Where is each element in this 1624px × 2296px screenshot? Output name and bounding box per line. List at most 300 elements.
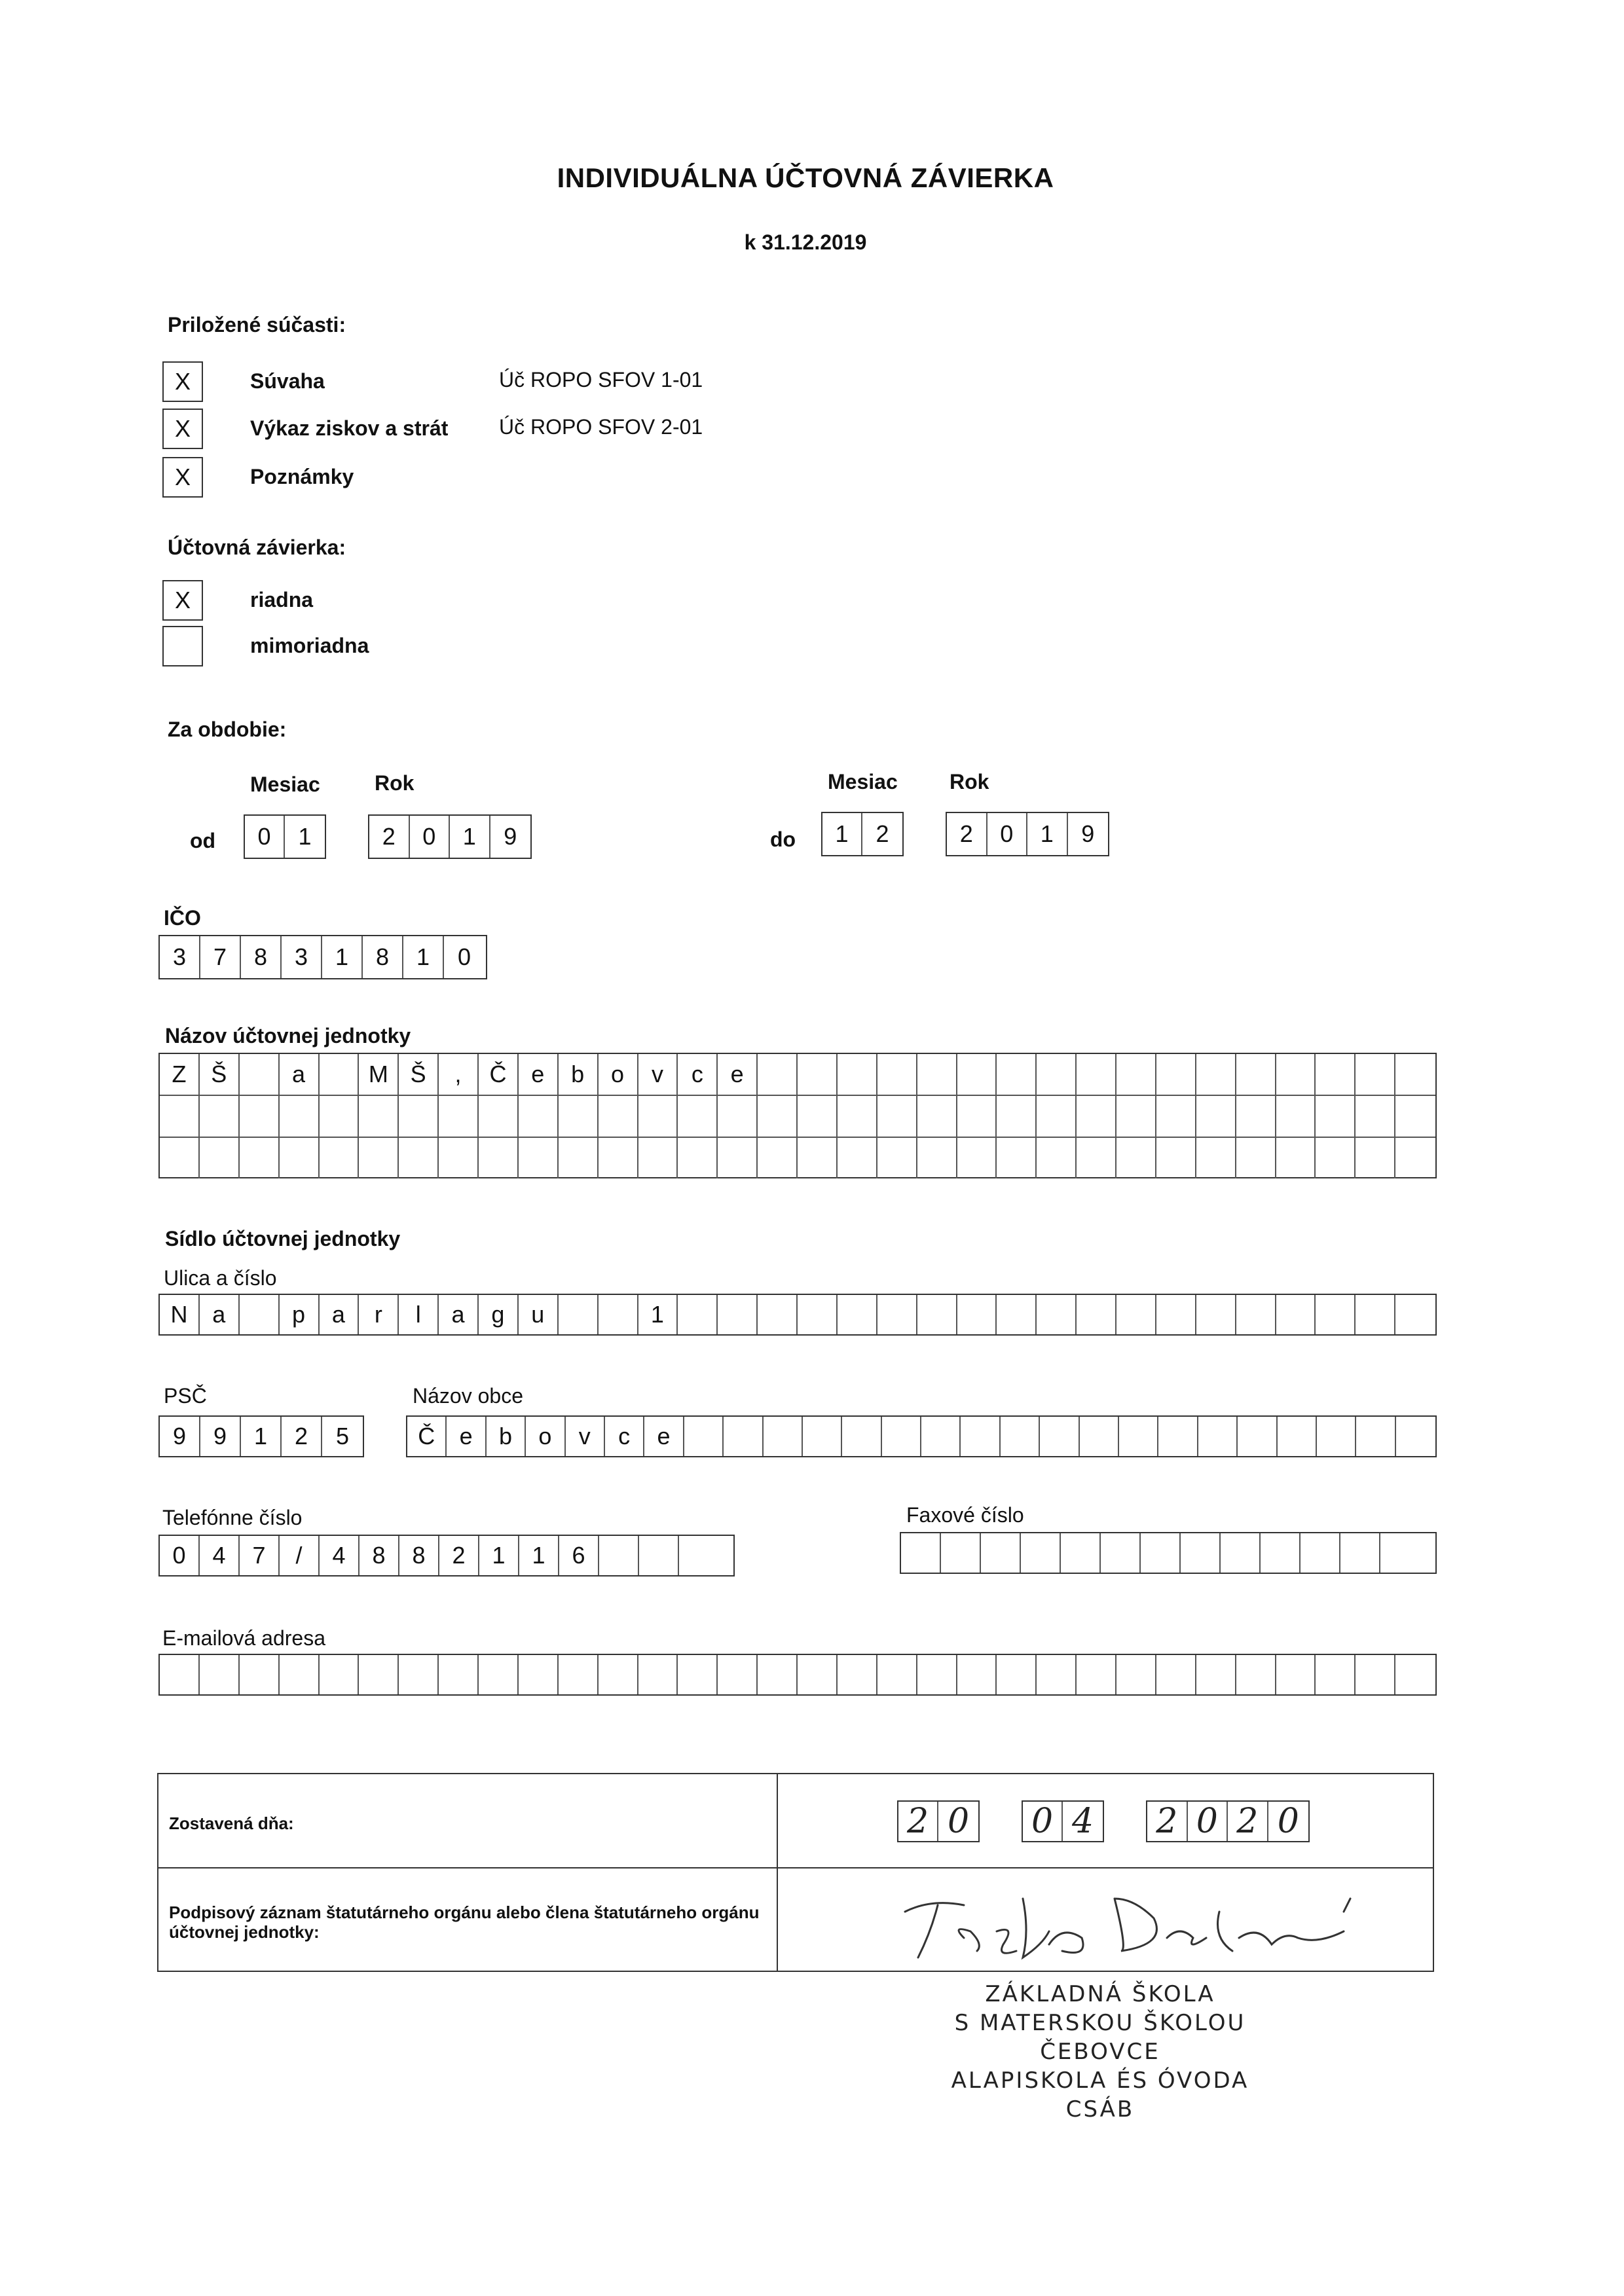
grid-cell [1196, 1096, 1236, 1137]
grid-cell [961, 1417, 1000, 1456]
grid-cell [1276, 1096, 1316, 1137]
grid-cell [1276, 1655, 1316, 1694]
period-label: Za obdobie: [168, 718, 287, 741]
grid-cell: u [519, 1295, 559, 1334]
grid-cell: 9 [504, 823, 517, 850]
checkbox-poznamky[interactable]: X [162, 457, 203, 498]
grid-cell [1316, 1096, 1356, 1137]
grid-cell [599, 1138, 638, 1178]
grid-cell [359, 1096, 399, 1137]
grid-cell [599, 1295, 638, 1334]
grid-cell [678, 1295, 718, 1334]
grid-cell: 2 [282, 1417, 322, 1456]
checkbox-mimoriadna[interactable] [162, 626, 203, 666]
grid-cell [1196, 1655, 1236, 1694]
grid-cell [1238, 1417, 1277, 1456]
grid-cell [1380, 1533, 1420, 1573]
grid-cell [1356, 1295, 1395, 1334]
grid-cell [838, 1655, 877, 1694]
phone-label: Telefónne číslo [162, 1506, 303, 1529]
grid-cell [439, 1655, 479, 1694]
grid-cell: 1 [638, 1295, 678, 1334]
stamp-line: S MATERSKOU ŠKOLOU [954, 2010, 1246, 2036]
to-year-label: Rok [950, 770, 989, 793]
grid-cell [1156, 1054, 1196, 1095]
stamp-line: ALAPISKOLA ÉS ÓVODA [951, 2068, 1249, 2094]
grid-cell [639, 1536, 679, 1575]
grid-cell [1040, 1417, 1079, 1456]
unit-name-row-2 [160, 1096, 1435, 1138]
grid-cell [320, 1655, 360, 1694]
grid-cell [1116, 1054, 1156, 1095]
phone-grid[interactable] [158, 1535, 735, 1576]
grid-cell: 0 [457, 943, 471, 970]
grid-cell: r [359, 1295, 399, 1334]
signature-scribble [892, 1872, 1376, 1971]
ico-label: IČO [164, 906, 201, 930]
grid-cell [1395, 1096, 1435, 1137]
unit-name-row-3 [160, 1138, 1435, 1178]
grid-cell [997, 1138, 1037, 1178]
to-year-grid[interactable] [946, 812, 1109, 856]
grid-cell [1158, 1417, 1198, 1456]
grid-cell: 5 [335, 1423, 350, 1449]
grid-cell [1236, 1295, 1276, 1334]
grid-cell [877, 1295, 917, 1334]
grid-cell: / [280, 1536, 320, 1575]
grid-cell [901, 1533, 941, 1573]
grid-cell [764, 1417, 803, 1456]
grid-cell [519, 1655, 559, 1694]
grid-cell: 6 [559, 1536, 599, 1575]
grid-cell: 1 [1027, 813, 1068, 855]
attachments-label: Priložené súčasti: [168, 313, 346, 337]
closing-type-label: Účtovná závierka: [168, 536, 346, 559]
grid-cell: 2 [898, 1802, 938, 1841]
grid-cell [280, 1655, 320, 1694]
town-grid[interactable] [406, 1415, 1437, 1457]
grid-cell [1236, 1138, 1276, 1178]
grid-cell [1077, 1295, 1116, 1334]
grid-cell: 1 [450, 816, 490, 858]
grid-cell [1116, 1295, 1156, 1334]
checkbox-riadna[interactable]: X [162, 580, 203, 621]
grid-cell: p [280, 1295, 320, 1334]
grid-cell [1077, 1138, 1116, 1178]
grid-cell [1316, 1138, 1356, 1178]
grid-cell [559, 1655, 599, 1694]
grid-cell [957, 1655, 997, 1694]
grid-cell [1037, 1138, 1077, 1178]
compiled-month-grid[interactable] [1022, 1800, 1104, 1842]
grid-cell [941, 1533, 981, 1573]
grid-cell: Z [160, 1054, 200, 1095]
stamp-line: CSÁB [1065, 2096, 1135, 2123]
street-grid[interactable] [158, 1294, 1437, 1336]
grid-cell [1356, 1096, 1395, 1137]
stamp-line: ČEBOVCE [1040, 2039, 1160, 2065]
grid-cell [160, 1655, 200, 1694]
grid-cell [200, 1655, 240, 1694]
grid-cell: c [605, 1417, 644, 1456]
grid-cell [678, 1096, 718, 1137]
grid-cell [917, 1096, 957, 1137]
grid-cell [1340, 1533, 1380, 1573]
grid-cell: 4 [320, 1536, 360, 1575]
grid-cell: e [718, 1054, 758, 1095]
grid-cell [559, 1295, 599, 1334]
grid-cell [997, 1096, 1037, 1137]
ico-grid[interactable] [158, 935, 487, 979]
grid-cell: 0 [1023, 1802, 1063, 1841]
grid-cell [1077, 1096, 1116, 1137]
grid-cell: 4 [1071, 1802, 1094, 1841]
grid-cell: 0 [410, 816, 451, 858]
grid-cell [877, 1138, 917, 1178]
grid-cell [758, 1054, 798, 1095]
grid-cell: 1 [322, 936, 363, 978]
document-date: k 31.12.2019 [744, 230, 867, 254]
grid-cell: 9 [160, 1417, 200, 1456]
compiled-label: Zostavená dňa: [169, 1813, 294, 1833]
grid-cell [1156, 1295, 1196, 1334]
grid-cell: 1 [479, 1536, 519, 1575]
grid-cell [479, 1096, 519, 1137]
grid-cell [1236, 1054, 1276, 1095]
grid-cell [1061, 1533, 1101, 1573]
grid-cell [758, 1655, 798, 1694]
grid-cell [1301, 1533, 1340, 1573]
grid-cell [280, 1096, 320, 1137]
grid-cell [1261, 1533, 1301, 1573]
grid-cell: 2 [1228, 1802, 1268, 1841]
grid-cell [160, 1096, 200, 1137]
grid-cell: v [638, 1054, 678, 1095]
grid-cell [997, 1295, 1037, 1334]
grid-cell [1101, 1533, 1141, 1573]
grid-cell: 0 [160, 1536, 200, 1575]
email-label: E-mailová adresa [162, 1626, 325, 1650]
grid-cell [359, 1138, 399, 1178]
grid-cell: 2 [947, 813, 987, 855]
compiled-year-grid[interactable] [1146, 1800, 1310, 1842]
grid-cell: 1 [403, 936, 444, 978]
grid-cell [917, 1295, 957, 1334]
grid-cell [1356, 1054, 1395, 1095]
grid-cell: 7 [200, 936, 241, 978]
grid-cell [1037, 1096, 1077, 1137]
grid-cell [1080, 1417, 1119, 1456]
grid-cell [678, 1655, 718, 1694]
from-month-grid[interactable] [244, 814, 326, 859]
grid-cell: 2 [439, 1536, 479, 1575]
grid-cell [798, 1655, 838, 1694]
grid-cell [718, 1096, 758, 1137]
grid-cell [798, 1096, 838, 1137]
grid-cell [559, 1096, 599, 1137]
grid-cell [599, 1655, 638, 1694]
grid-cell [1077, 1054, 1116, 1095]
grid-cell [240, 1096, 280, 1137]
grid-cell [917, 1054, 957, 1095]
grid-cell [1119, 1417, 1158, 1456]
grid-cell: 9 [1081, 820, 1095, 847]
grid-cell [679, 1536, 719, 1575]
document-title: INDIVIDUÁLNA ÚČTOVNÁ ZÁVIERKA [557, 162, 1054, 193]
email-grid[interactable] [158, 1654, 1437, 1696]
grid-cell [399, 1096, 439, 1137]
grid-cell: a [439, 1295, 479, 1334]
grid-cell [1037, 1054, 1077, 1095]
grid-cell [1316, 1295, 1356, 1334]
grid-cell [798, 1054, 838, 1095]
grid-cell [1317, 1417, 1356, 1456]
grid-cell [1356, 1417, 1395, 1456]
grid-cell [1198, 1417, 1238, 1456]
grid-cell [559, 1138, 599, 1178]
grid-cell [957, 1295, 997, 1334]
grid-cell: o [599, 1054, 638, 1095]
grid-cell [1316, 1054, 1356, 1095]
grid-cell [1116, 1655, 1156, 1694]
grid-cell [803, 1417, 842, 1456]
grid-cell: 8 [360, 1536, 399, 1575]
grid-cell [957, 1138, 997, 1178]
grid-cell: 0 [947, 1802, 970, 1841]
grid-cell: 4 [200, 1536, 240, 1575]
grid-cell: 3 [282, 936, 322, 978]
grid-cell: g [479, 1295, 519, 1334]
grid-cell [997, 1655, 1037, 1694]
grid-cell: 0 [245, 816, 285, 858]
grid-cell [917, 1655, 957, 1694]
grid-cell [1316, 1655, 1356, 1694]
fax-label: Faxové číslo [906, 1503, 1024, 1527]
grid-cell [917, 1138, 957, 1178]
grid-cell [599, 1096, 638, 1137]
grid-cell [280, 1138, 320, 1178]
grid-cell: 0 [1277, 1802, 1299, 1841]
attachment-code-suvaha: Úč ROPO SFOV 1-01 [499, 368, 703, 392]
grid-cell [1395, 1655, 1435, 1694]
grid-cell [1395, 1138, 1435, 1178]
grid-cell [1001, 1417, 1040, 1456]
grid-cell: 1 [519, 1536, 559, 1575]
attachment-name-suvaha: Súvaha [250, 369, 325, 393]
grid-cell [200, 1138, 240, 1178]
signature-label: Podpisový záznam štatutárneho orgánu alebo člena štatutárneho orgánu účtovnej jednotky: [169, 1903, 760, 1942]
grid-cell [638, 1655, 678, 1694]
grid-cell [798, 1138, 838, 1178]
grid-cell: Š [200, 1054, 240, 1095]
grid-cell: 2 [876, 820, 889, 847]
grid-cell: Č [407, 1417, 447, 1456]
grid-cell: a [280, 1054, 320, 1095]
grid-cell: 7 [240, 1536, 280, 1575]
grid-cell [798, 1295, 838, 1334]
grid-cell: e [519, 1054, 559, 1095]
grid-cell [240, 1655, 280, 1694]
grid-cell [921, 1417, 961, 1456]
grid-cell: Š [399, 1054, 439, 1095]
attachment-name-poznamky: Poznámky [250, 465, 354, 488]
grid-cell [519, 1096, 559, 1137]
grid-cell [877, 1655, 917, 1694]
grid-cell: Č [479, 1054, 519, 1095]
grid-cell [1156, 1138, 1196, 1178]
to-label: do [770, 828, 796, 851]
stamp-line: ZÁKLADNÁ ŠKOLA [985, 1981, 1215, 2007]
grid-cell: 8 [241, 936, 282, 978]
grid-cell [877, 1054, 917, 1095]
grid-cell: 8 [399, 1536, 439, 1575]
unit-name-grid[interactable] [158, 1053, 1437, 1178]
grid-cell [439, 1096, 479, 1137]
grid-cell [439, 1138, 479, 1178]
grid-cell [359, 1655, 399, 1694]
from-year-grid[interactable] [368, 814, 532, 859]
from-year-label: Rok [375, 771, 415, 795]
grid-cell [1116, 1138, 1156, 1178]
grid-cell [718, 1655, 758, 1694]
grid-cell [240, 1054, 280, 1095]
grid-cell [718, 1138, 758, 1178]
unit-name-label: Názov účtovnej jednotky [165, 1024, 411, 1048]
grid-cell [882, 1417, 921, 1456]
grid-cell [1236, 1096, 1276, 1137]
grid-cell [997, 1054, 1037, 1095]
grid-cell [842, 1417, 881, 1456]
town-label: Názov obce [413, 1384, 523, 1408]
grid-cell [1278, 1417, 1317, 1456]
grid-cell [1276, 1138, 1316, 1178]
grid-cell: o [526, 1417, 565, 1456]
grid-cell: 2 [369, 816, 410, 858]
table-divider [777, 1774, 778, 1971]
street-label: Ulica a číslo [164, 1266, 277, 1290]
grid-cell [957, 1096, 997, 1137]
psc-label: PSČ [164, 1384, 207, 1408]
grid-cell: 3 [160, 936, 200, 978]
grid-cell: v [566, 1417, 605, 1456]
grid-cell [1021, 1533, 1061, 1573]
checkbox-vykaz[interactable]: X [162, 409, 203, 449]
grid-cell [519, 1138, 559, 1178]
grid-cell: b [559, 1054, 599, 1095]
grid-cell [160, 1138, 200, 1178]
grid-cell [1396, 1417, 1435, 1456]
grid-cell [1037, 1295, 1077, 1334]
to-month-grid[interactable] [821, 812, 904, 856]
grid-cell [1156, 1096, 1196, 1137]
grid-cell: a [200, 1295, 240, 1334]
grid-cell [1116, 1096, 1156, 1137]
grid-cell [1196, 1054, 1236, 1095]
to-month-label: Mesiac [828, 770, 898, 793]
grid-cell [838, 1138, 877, 1178]
grid-cell [678, 1138, 718, 1178]
grid-cell: e [644, 1417, 684, 1456]
grid-cell [1141, 1533, 1181, 1573]
grid-cell [240, 1138, 280, 1178]
grid-cell: 1 [822, 813, 862, 855]
grid-cell [838, 1054, 877, 1095]
grid-cell [320, 1138, 360, 1178]
grid-cell [758, 1138, 798, 1178]
grid-cell: b [487, 1417, 526, 1456]
grid-cell [1356, 1138, 1395, 1178]
grid-cell [200, 1096, 240, 1137]
grid-cell [1395, 1295, 1435, 1334]
grid-cell [838, 1096, 877, 1137]
grid-cell: 0 [1188, 1802, 1228, 1841]
grid-cell [758, 1295, 798, 1334]
grid-cell: M [359, 1054, 399, 1095]
psc-grid[interactable] [158, 1415, 364, 1457]
grid-cell: 2 [1147, 1802, 1188, 1841]
grid-cell [320, 1054, 360, 1095]
grid-cell: 8 [363, 936, 403, 978]
grid-cell [638, 1138, 678, 1178]
grid-cell [838, 1295, 877, 1334]
grid-cell [1395, 1054, 1435, 1095]
grid-cell [240, 1295, 280, 1334]
grid-cell [1196, 1295, 1236, 1334]
grid-cell: c [678, 1054, 718, 1095]
grid-cell [1196, 1138, 1236, 1178]
attachment-name-vykaz: Výkaz ziskov a strát [250, 416, 449, 440]
attachment-code-vykaz: Úč ROPO SFOV 2-01 [499, 415, 703, 439]
option-riadna: riadna [250, 588, 314, 611]
signature-text [931, 1929, 1056, 1948]
grid-cell [1181, 1533, 1221, 1573]
compiled-day-grid[interactable] [897, 1800, 980, 1842]
grid-cell [1156, 1655, 1196, 1694]
grid-cell [638, 1096, 678, 1137]
grid-cell [981, 1533, 1021, 1573]
grid-cell [724, 1417, 763, 1456]
seat-label: Sídlo účtovnej jednotky [165, 1227, 401, 1250]
grid-cell [1221, 1533, 1261, 1573]
grid-cell [877, 1096, 917, 1137]
grid-cell: 0 [987, 813, 1028, 855]
grid-cell [1276, 1054, 1316, 1095]
fax-grid[interactable] [900, 1532, 1437, 1574]
unit-name-row-1 [160, 1054, 1435, 1096]
grid-cell [1236, 1655, 1276, 1694]
grid-cell [758, 1096, 798, 1137]
grid-cell: 9 [200, 1417, 241, 1456]
option-mimoriadna: mimoriadna [250, 634, 369, 657]
grid-cell [479, 1655, 519, 1694]
school-stamp [819, 1980, 1382, 2124]
grid-cell [1276, 1295, 1316, 1334]
grid-cell: N [160, 1295, 200, 1334]
grid-cell [684, 1417, 724, 1456]
grid-cell: 1 [298, 823, 312, 850]
grid-cell [399, 1138, 439, 1178]
from-label: od [190, 829, 216, 852]
grid-cell [1077, 1655, 1116, 1694]
grid-cell [1356, 1655, 1395, 1694]
grid-cell: , [439, 1054, 479, 1095]
grid-cell [320, 1096, 360, 1137]
checkbox-suvaha[interactable]: X [162, 361, 203, 402]
signature-table [157, 1773, 1434, 1972]
grid-cell: l [399, 1295, 439, 1334]
grid-cell: a [320, 1295, 360, 1334]
from-month-label: Mesiac [250, 773, 320, 796]
